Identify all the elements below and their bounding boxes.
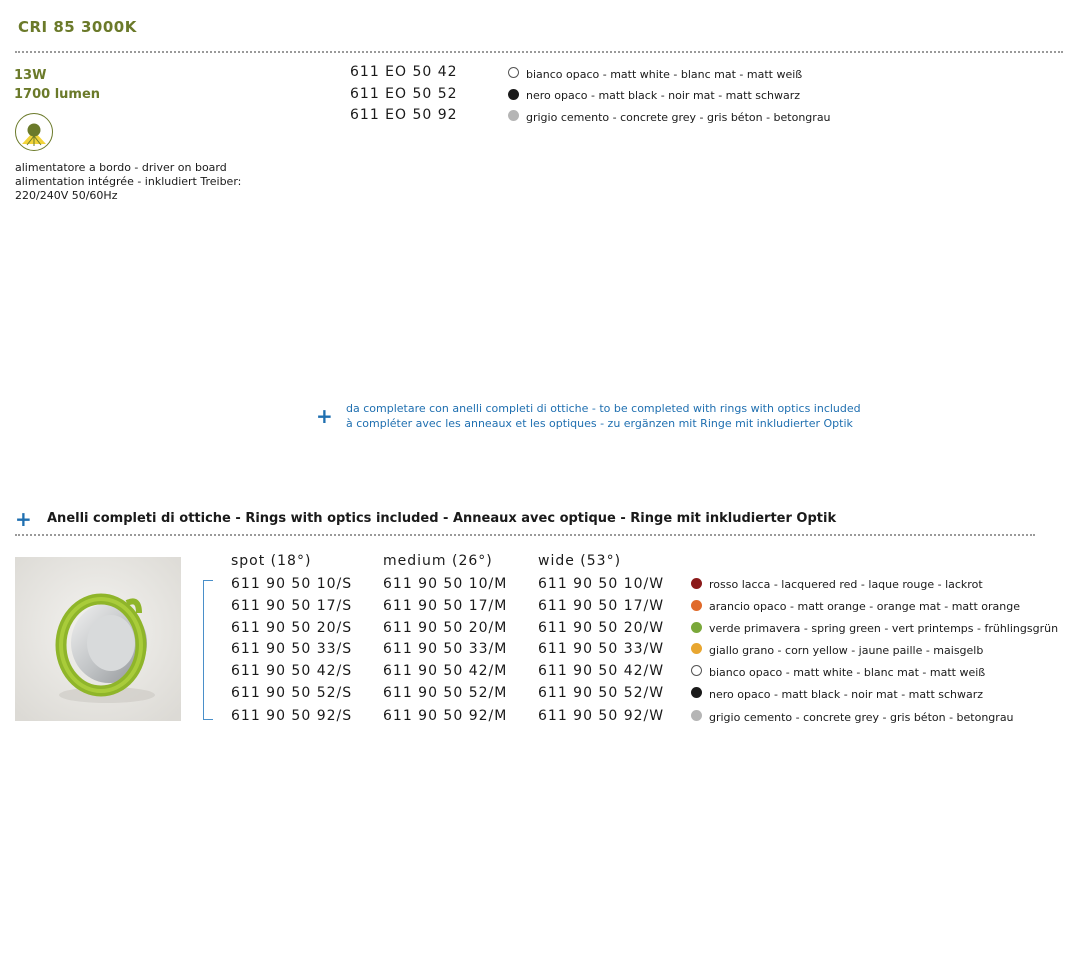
plus-icon: + [15,507,32,531]
rings-section-title: Anelli completi di ottiche - Rings with optics included - Anneaux avec optique - Ringe mit inkludierter Optik [47,511,837,526]
driver-line-1: alimentatore a bordo - driver on board [15,161,227,174]
ring-code-wide: 611 90 50 10/W [538,576,665,592]
color-name: bianco opaco - matt white - blanc mat - matt weiß [526,68,803,81]
color-swatch [691,665,702,676]
product-code: 611 EO 50 92 [350,107,458,123]
color-name: verde primavera - spring green - vert printemps - frühlingsgrün [709,622,1059,635]
ring-code-spot: 611 90 50 92/S [231,708,353,724]
note-line-2: à compléter avec les anneaux et les optiques - zu ergänzen mit Ringe mit inkludierter Optik [346,417,853,430]
color-swatch [691,643,702,654]
ring-code-spot: 611 90 50 20/S [231,620,353,636]
driver-info [15,161,241,203]
color-name: nero opaco - matt black - noir mat - matt schwarz [709,688,984,701]
rings-bracket [203,580,213,720]
ring-code-wide: 611 90 50 17/W [538,598,665,614]
ring-code-spot: 611 90 50 42/S [231,663,353,679]
ring-code-medium: 611 90 50 33/M [383,641,508,657]
color-name: arancio opaco - matt orange - orange mat - matt orange [709,600,1020,613]
ring-code-medium: 611 90 50 17/M [383,598,508,614]
ring-code-medium: 611 90 50 10/M [383,576,508,592]
ring-code-spot: 611 90 50 33/S [231,641,353,657]
driver-line-2: alimentation intégrée - inkludiert Treiber: [15,175,242,188]
column-header-spot: spot (18°) [231,553,312,569]
color-swatch [508,110,519,121]
lamp-icon [15,113,53,151]
ring-code-spot: 611 90 50 10/S [231,576,353,592]
column-header-medium: medium (26°) [383,553,493,569]
ring-code-medium: 611 90 50 42/M [383,663,508,679]
color-swatch [691,622,702,633]
color-swatch [691,710,702,721]
color-swatch [508,67,519,78]
ring-code-medium: 611 90 50 52/M [383,685,508,701]
ring-code-wide: 611 90 50 20/W [538,620,665,636]
driver-line-3: 220/240V 50/60Hz [15,189,118,202]
color-name: giallo grano - corn yellow - jaune paille - maisgelb [709,644,984,657]
product-code: 611 EO 50 42 [350,64,458,80]
ring-code-wide: 611 90 50 42/W [538,663,665,679]
lumen-spec: 1700 lumen [14,87,101,102]
product-code: 611 EO 50 52 [350,86,458,102]
color-swatch [691,578,702,589]
page-title: CRI 85 3000K [18,18,137,36]
ring-code-wide: 611 90 50 33/W [538,641,665,657]
ring-code-wide: 611 90 50 52/W [538,685,665,701]
ring-code-medium: 611 90 50 20/M [383,620,508,636]
header-divider [15,51,1063,53]
ring-code-spot: 611 90 50 52/S [231,685,353,701]
color-name: bianco opaco - matt white - blanc mat - matt weiß [709,666,986,679]
color-swatch [691,600,702,611]
ring-code-medium: 611 90 50 92/M [383,708,508,724]
column-header-wide: wide (53°) [538,553,622,569]
ring-code-spot: 611 90 50 17/S [231,598,353,614]
note-line-1: da completare con anelli completi di ottiche - to be completed with rings with optics included [346,402,861,415]
color-name: grigio cemento - concrete grey - gris béton - betongrau [709,711,1014,724]
color-name: grigio cemento - concrete grey - gris béton - betongrau [526,111,831,124]
ring-code-wide: 611 90 50 92/W [538,708,665,724]
plus-icon: + [316,404,333,428]
color-swatch [508,89,519,100]
section-divider [15,534,1035,536]
color-swatch [691,687,702,698]
power-spec: 13W [14,68,47,83]
ring-photo [15,557,181,721]
color-name: rosso lacca - lacquered red - laque rouge - lackrot [709,578,983,591]
color-name: nero opaco - matt black - noir mat - matt schwarz [526,89,801,102]
